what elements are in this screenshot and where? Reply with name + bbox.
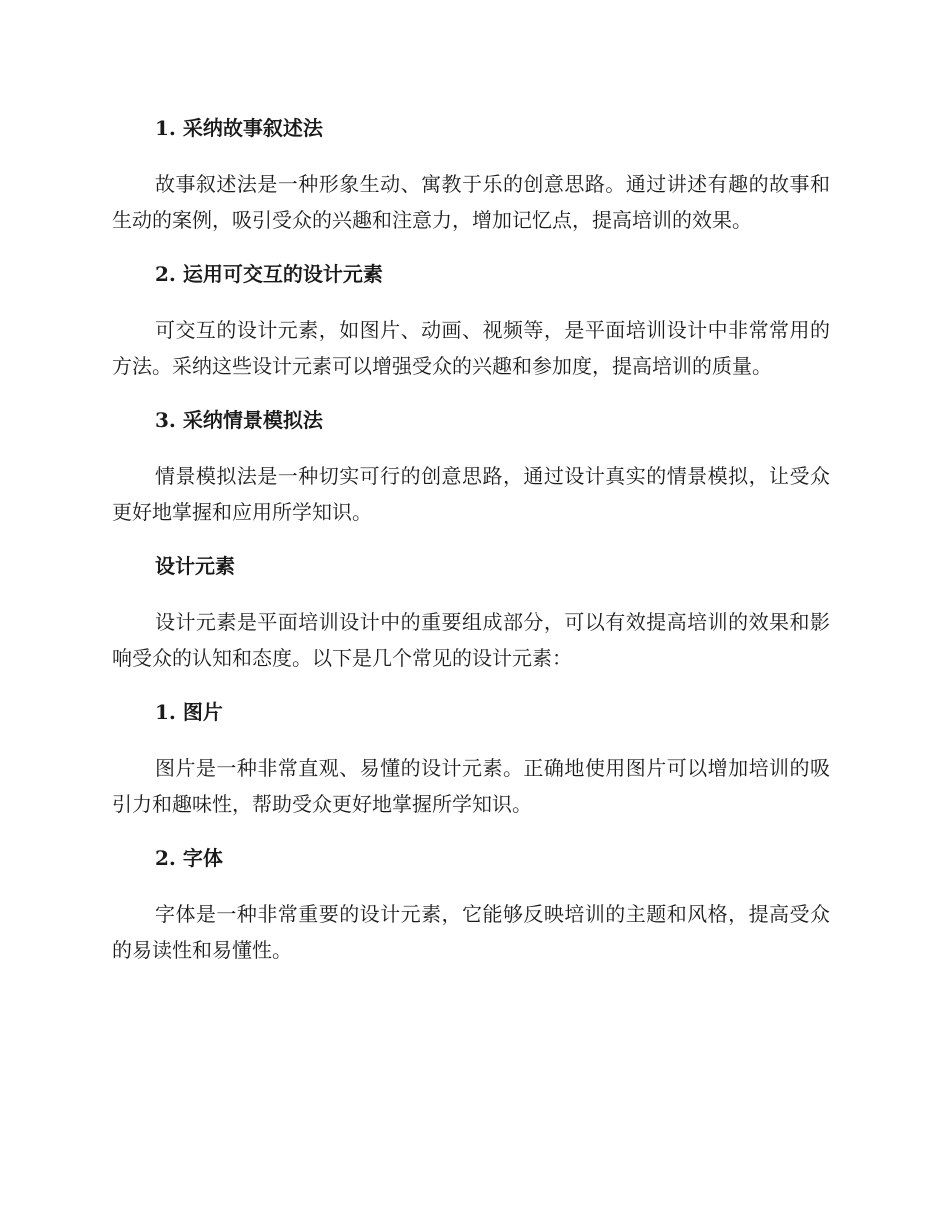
section-scenario-simulation — [112, 404, 830, 550]
section-heading: 1. 采纳故事叙述法 — [155, 116, 323, 140]
section-paragraph: 字体是一种非常重要的设计元素，它能够反映培训的主题和风格，提高受众的易读性和易懂性。 — [112, 902, 830, 962]
section-heading: 2. 字体 — [155, 846, 223, 870]
section-heading: 3. 采纳情景模拟法 — [155, 408, 323, 432]
section-heading: 设计元素 — [155, 554, 235, 578]
section-interactive-elements — [112, 258, 830, 404]
section-images — [112, 696, 830, 842]
section-paragraph: 故事叙述法是一种形象生动、寓教于乐的创意思路。通过讲述有趣的故事和生动的案例，吸引受众的兴趣和注意力，增加记忆点，提高培训的效果。 — [112, 172, 830, 232]
section-fonts — [112, 842, 830, 968]
section-heading: 2. 运用可交互的设计元素 — [155, 262, 383, 286]
section-paragraph: 设计元素是平面培训设计中的重要组成部分，可以有效提高培训的效果和影响受众的认知和态度。以下是几个常见的设计元素： — [112, 610, 830, 670]
section-storytelling — [112, 112, 830, 258]
section-paragraph: 情景模拟法是一种切实可行的创意思路，通过设计真实的情景模拟，让受众更好地掌握和应用所学知识。 — [112, 464, 830, 524]
section-design-elements — [112, 550, 830, 696]
section-paragraph: 可交互的设计元素，如图片、动画、视频等，是平面培训设计中非常常用的方法。采纳这些设计元素可以增强受众的兴趣和参加度，提高培训的质量。 — [112, 318, 830, 378]
document-page — [112, 112, 830, 968]
section-paragraph: 图片是一种非常直观、易懂的设计元素。正确地使用图片可以增加培训的吸引力和趣味性，帮助受众更好地掌握所学知识。 — [112, 756, 830, 816]
section-heading: 1. 图片 — [155, 700, 223, 724]
